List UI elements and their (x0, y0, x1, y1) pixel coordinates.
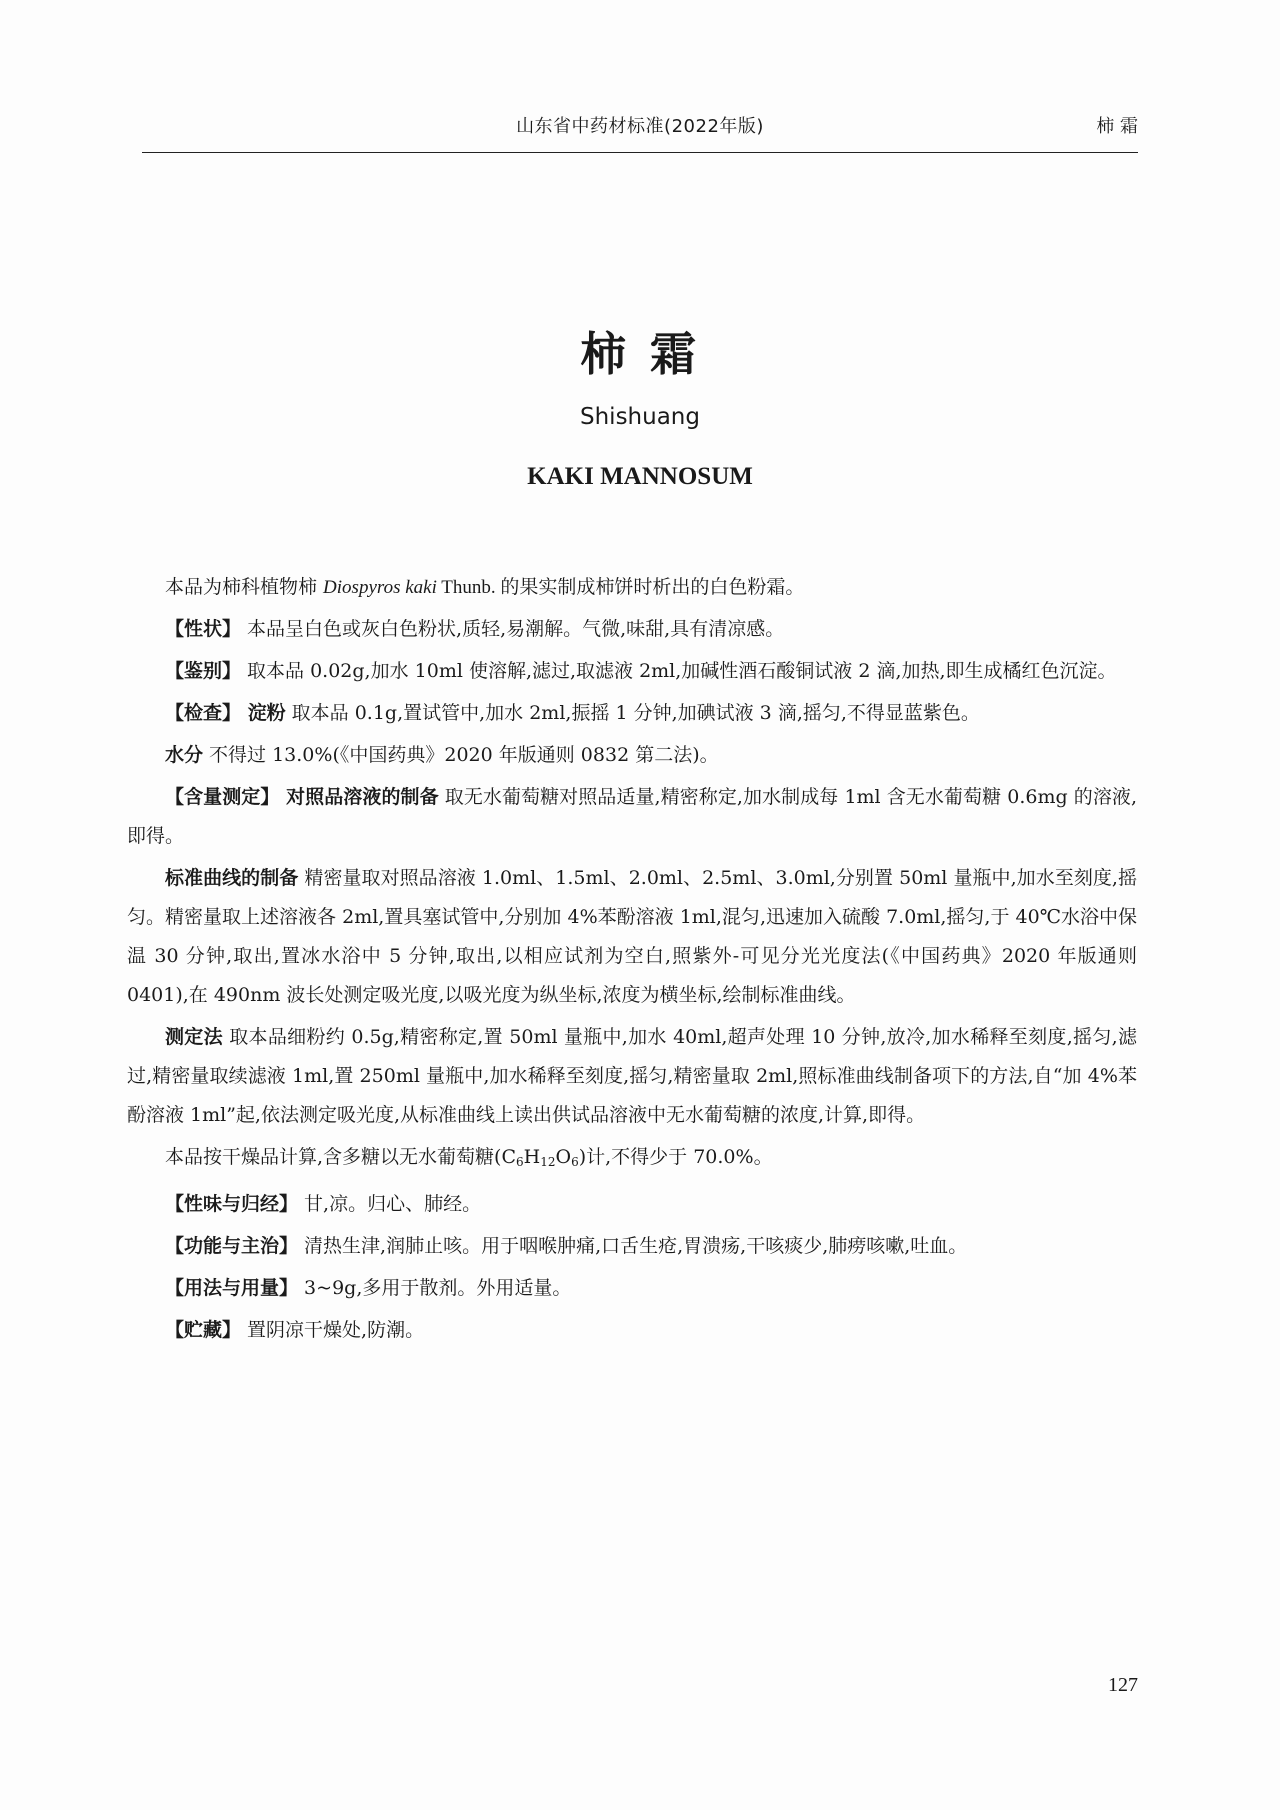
subsection-heading: 水分 (165, 744, 204, 766)
section-biaozhun (127, 859, 1137, 1015)
entry-title-chinese: 柿 霜 (579, 327, 700, 381)
section-text: 取无水葡萄糖对照品适量,精密称定,加水制成每 1ml 含无水葡萄糖 0.6mg 的溶液,即得。 (127, 786, 1137, 847)
section-heading: 【性状】 (165, 618, 242, 640)
entry-title-latin: KAKI MANNOSUM (527, 463, 753, 490)
section-heading: 【检查】 (165, 702, 242, 724)
section-shuifen (127, 736, 1137, 775)
formula-subscript: 12 (540, 1155, 556, 1169)
section-heading: 【鉴别】 (165, 660, 242, 682)
section-yongfa (127, 1269, 1137, 1308)
species-name: Diospyros kaki (323, 577, 437, 598)
intro-paragraph (127, 568, 1137, 607)
subsection-heading: 淀粉 (241, 702, 286, 724)
section-jiancha (127, 694, 1137, 733)
section-text: 甘,凉。归心、肺经。 (298, 1193, 482, 1215)
section-text: 取本品 0.1g,置试管中,加水 2ml,振摇 1 分钟,加碘试液 3 滴,摇匀,不得显蓝紫色。 (285, 702, 980, 724)
limit-text-b: )计,不得少于 70.0%。 (578, 1146, 773, 1168)
book-title: 山东省中药材标准(2022年版) (516, 116, 764, 137)
formula-subscript: 6 (516, 1155, 524, 1169)
section-xingzhuang (127, 610, 1137, 649)
formula-o: O (555, 1146, 572, 1168)
section-heading: 【功能与主治】 (165, 1235, 299, 1257)
section-heading: 【用法与用量】 (165, 1277, 299, 1299)
limit-text-a: 本品按干燥品计算,含多糖以无水葡萄糖(C (165, 1146, 516, 1168)
content-limit-paragraph (127, 1138, 1137, 1182)
section-text: 置阴凉干燥处,防潮。 (241, 1319, 425, 1341)
section-heading: 【性味与归经】 (165, 1193, 299, 1215)
running-entry-name: 柿 霜 (1096, 116, 1138, 137)
entry-title-pinyin: Shishuang (580, 404, 700, 430)
section-text: 取本品 0.02g,加水 10ml 使溶解,滤过,取滤液 2ml,加碱性酒石酸铜试液 2 滴,加热,即生成橘红色沉淀。 (241, 660, 1117, 682)
section-text: 不得过 13.0%(《中国药典》2020 年版通则 0832 第二法)。 (203, 744, 719, 766)
section-zhucang (127, 1311, 1137, 1350)
subsection-heading: 标准曲线的制备 (165, 867, 299, 889)
section-hanliang (127, 778, 1137, 856)
formula-subscript: 6 (571, 1155, 579, 1169)
subsection-heading: 对照品溶液的制备 (279, 786, 439, 808)
header-rule (142, 152, 1138, 153)
section-text: 3~9g,多用于散剂。外用适量。 (298, 1277, 572, 1299)
section-heading: 【含量测定】 (165, 786, 280, 808)
section-jianbie (127, 652, 1137, 691)
section-text: 精密量取对照品溶液 1.0ml、1.5ml、2.0ml、2.5ml、3.0ml,分别置 50ml 量瓶中,加水至刻度,摇匀。精密量取上述溶液各 2ml,置具塞试管中,分别加 4%苯酚溶液 1ml,混匀,迅速加入硫酸 7.0ml,摇匀,于 40℃水浴中保温 30 分钟,取出,置冰水浴中 5 分钟,取出,以相应试剂为空白,照紫外-可见分光光度法(《中国药典》2020 年版通则 0401),在 490nm 波长处测定吸光度,以吸光度为纵坐标,浓度为横坐标,绘制标准曲线。 (127, 867, 1137, 1006)
intro-text-a: 本品为柿科植物柿 (165, 576, 324, 598)
section-text: 清热生津,润肺止咳。用于咽喉肿痛,口舌生疮,胃溃疡,干咳痰少,肺痨咳嗽,吐血。 (298, 1235, 968, 1257)
running-header (142, 112, 1138, 152)
section-gongneng (127, 1227, 1137, 1266)
formula-h: H (523, 1146, 541, 1168)
section-cedingfa (127, 1018, 1137, 1135)
monograph-body (127, 568, 1137, 1353)
section-heading: 【贮藏】 (165, 1319, 242, 1341)
intro-text-b: Thunb. 的果实制成柿饼时析出的白色粉霜。 (436, 577, 805, 598)
subsection-heading: 测定法 (165, 1026, 223, 1048)
section-text: 本品呈白色或灰白色粉状,质轻,易潮解。气微,味甜,具有清凉感。 (241, 618, 785, 640)
section-text: 取本品细粉约 0.5g,精密称定,置 50ml 量瓶中,加水 40ml,超声处理 10 分钟,放冷,加水稀释至刻度,摇匀,滤过,精密量取续滤液 1ml,置 250ml 量瓶中,加水稀释至刻度,摇匀,精密量取 2ml,照标准曲线制备项下的方法,自“加 4%苯酚溶液 1ml”起,依法测定吸光度,从标准曲线上读出供试品溶液中无水葡萄糖的浓度,计算,即得。 (127, 1026, 1137, 1126)
page-number: 127 (1108, 1674, 1138, 1696)
section-xingwei (127, 1185, 1137, 1224)
